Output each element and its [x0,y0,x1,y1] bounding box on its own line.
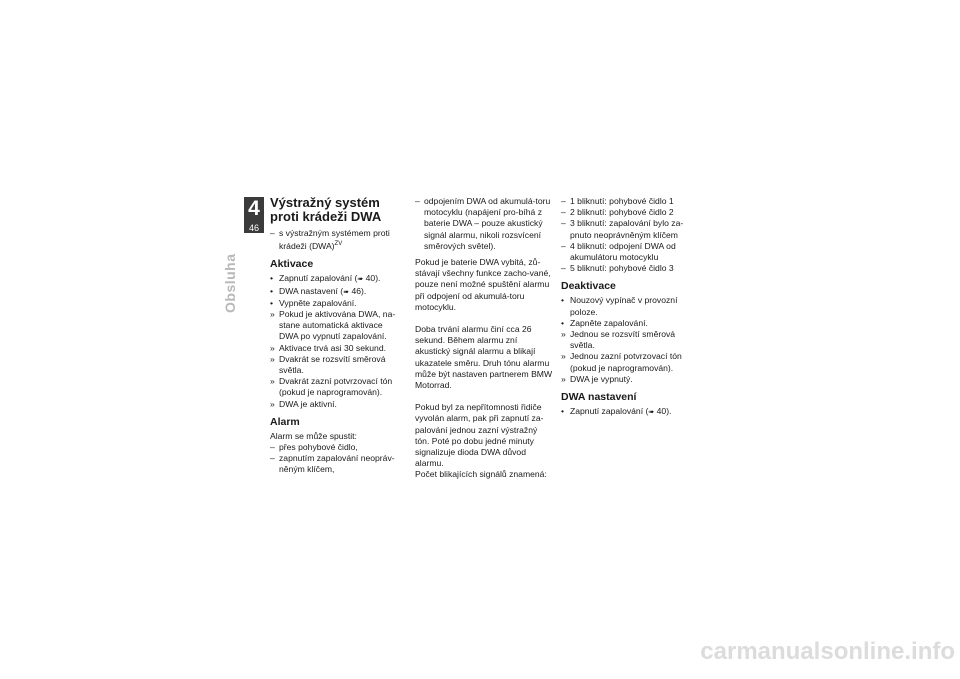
list-item [270,343,403,354]
list-item [270,273,403,285]
list-item-text: odpojením DWA od akumulá-toru motocyklu (napájení pro-bíhá z baterie DWA – pouze akustický signál alarmu, nikoli rozsvícení směrových světel). [424,196,551,251]
list-item-text: Jednou se rozsvítí směrová světla. [570,329,676,351]
list-item-text: Jednou zazní potvrzovací tón (pokud je naprogramován). [570,351,682,373]
list-marker: • [270,273,274,284]
list-marker: • [561,406,565,417]
deactivation-list [561,295,691,385]
settings-list [561,406,691,418]
list-item-text: DWA je aktivní. [279,398,337,409]
list-item [270,453,403,475]
list-item-text: Dvakrát zazní potvrzovací tón (pokud je naprogramován). [279,376,393,398]
blink-list [561,196,691,274]
list-item [561,241,691,263]
list-item-text: DWA nastavení ( [279,285,344,296]
list-item [561,263,691,274]
list-item-text: 4 bliknutí: odpojení DWA od akumulátoru motocyklu [570,240,676,263]
list-item [561,318,691,329]
heading-deactivation: Deaktivace [561,280,616,293]
list-item-text: DWA je vypnutý. [570,373,633,384]
list-item-tail: ). [361,285,367,296]
column-2 [415,196,553,481]
heading-activation: Aktivace [270,258,314,271]
list-item [270,298,403,309]
watermark: carmanualsonline.info [700,638,955,665]
list-marker: – [561,207,566,218]
column-3 [561,196,691,418]
list-item [561,218,691,240]
list-item [561,295,691,317]
paragraph: Pokud byl za nepřítomnosti řidiče vyvolán alarm, pak při zapnutí za-palování jednou zazní výstražný tón. Poté po dobu jedné minuty signalizuje dioda DWA důvod alarmu. [415,402,544,469]
list-item-text: Aktivace trvá asi 30 sekund. [279,342,386,353]
list-marker: – [561,196,566,206]
section-label: Obsluha [222,253,238,313]
list-marker: • [270,285,274,296]
list-item-text: Zapněte zapalování. [570,317,648,328]
list-marker: – [561,218,566,229]
list-marker: » [270,309,275,320]
paragraph: Doba trvání alarmu činí cca 26 sekund. Během alarmu zní akustický signál alarmu a blikají ukazatele směru. Druh tónu alarmu může být nastaven partnerem BMW Motorrad. [415,324,553,391]
list-item: – s výstražným systémem proti krádeži (DWA)$^{ZV}$ [270,228,390,252]
page-reference-link[interactable]: 40 [656,406,667,417]
list-item [561,374,691,385]
list-marker: • [270,297,274,308]
heading-dwa-settings: DWA nastavení [561,391,637,404]
list-marker: – [561,263,566,274]
list-item-text: Pokud je aktivována DWA, na-stane automatická aktivace DWA po vypnutí zapalování. [279,309,396,342]
list-item-text: Nouzový vypínač v provozní poloze. [570,295,678,317]
intro-text: s výstražným systémem proti krádeži (DWA) [279,228,390,252]
list-marker: » [561,373,566,384]
list-item-text: Zapnutí zapalování ( [279,273,358,284]
reference-arrow-icon: ➠ [357,276,364,284]
list-item-text: 3 bliknutí: zapalování bylo za-pnuto neoprávněným klíčem [570,218,684,240]
list-item [561,351,691,373]
paragraph: Pokud je baterie DWA vybitá, zů-stávají všechny funkce zacho-vané, pouze není možné spuštění alarmu při odpojení od akumulá-toru motocyklu. [415,257,551,312]
activation-list [270,273,403,409]
list-item-text: 5 bliknutí: pohybové čidlo 3 [570,263,674,274]
list-item [561,329,691,351]
list-item-text: přes pohybové čidlo, [279,442,358,453]
list-item [270,354,403,376]
heading-alarm: Alarm [270,415,300,428]
list-marker: » [270,353,275,364]
list-item-tail: ). [375,273,381,284]
page-title: Výstražný systém proti krádeži DWA [270,195,382,224]
list-marker: » [561,329,566,340]
list-marker: » [561,351,566,362]
page-reference-link[interactable]: 46 [351,285,361,296]
list-item-text: 2 bliknutí: pohybové čidlo 2 [570,207,674,218]
paragraph: Počet blikajících signálů znamená: [415,469,547,480]
list-marker: – [270,442,275,453]
column-1 [270,196,403,476]
list-item-text: zapnutím zapalování neopráv-něným klíčem, [279,453,395,475]
list-marker: » [270,342,275,353]
list-item [270,376,403,398]
reference-arrow-icon: ➠ [343,288,350,296]
list-item [270,442,403,453]
list-item-text: 1 bliknutí: pohybové čidlo 1 [570,196,674,206]
list-item-tail: ). [666,406,672,417]
list-marker: » [270,376,275,387]
list-marker: • [561,295,565,306]
list-item [561,196,691,207]
list-item-text: Zapnutí zapalování ( [570,406,649,417]
list-item-text: Vypněte zapalování. [279,297,357,308]
alarm-list [270,442,403,476]
list-item: – odpojením DWA od akumulá-toru motocyklu (napájení pro-bíhá z baterie DWA – pouze akustický signál alarmu, nikoli rozsvícení směrových světel). [415,196,551,251]
list-marker: • [561,317,565,328]
list-marker: » [270,398,275,409]
list-marker: – [270,453,275,464]
list-item [270,399,403,410]
page-reference-link[interactable]: 40 [365,273,376,284]
list-item [561,207,691,218]
list-item [270,309,403,343]
page-number: 46 [248,223,259,233]
list-marker: – [561,240,566,251]
option-superscript: ZV [334,241,343,248]
chapter-number: 4 [248,197,260,220]
reference-arrow-icon: ➠ [648,409,655,417]
list-item [561,406,691,418]
alarm-intro: Alarm se může spustit: [270,430,357,441]
list-item-text: Dvakrát se rozsvítí směrová světla. [279,353,386,376]
list-item [270,286,403,298]
